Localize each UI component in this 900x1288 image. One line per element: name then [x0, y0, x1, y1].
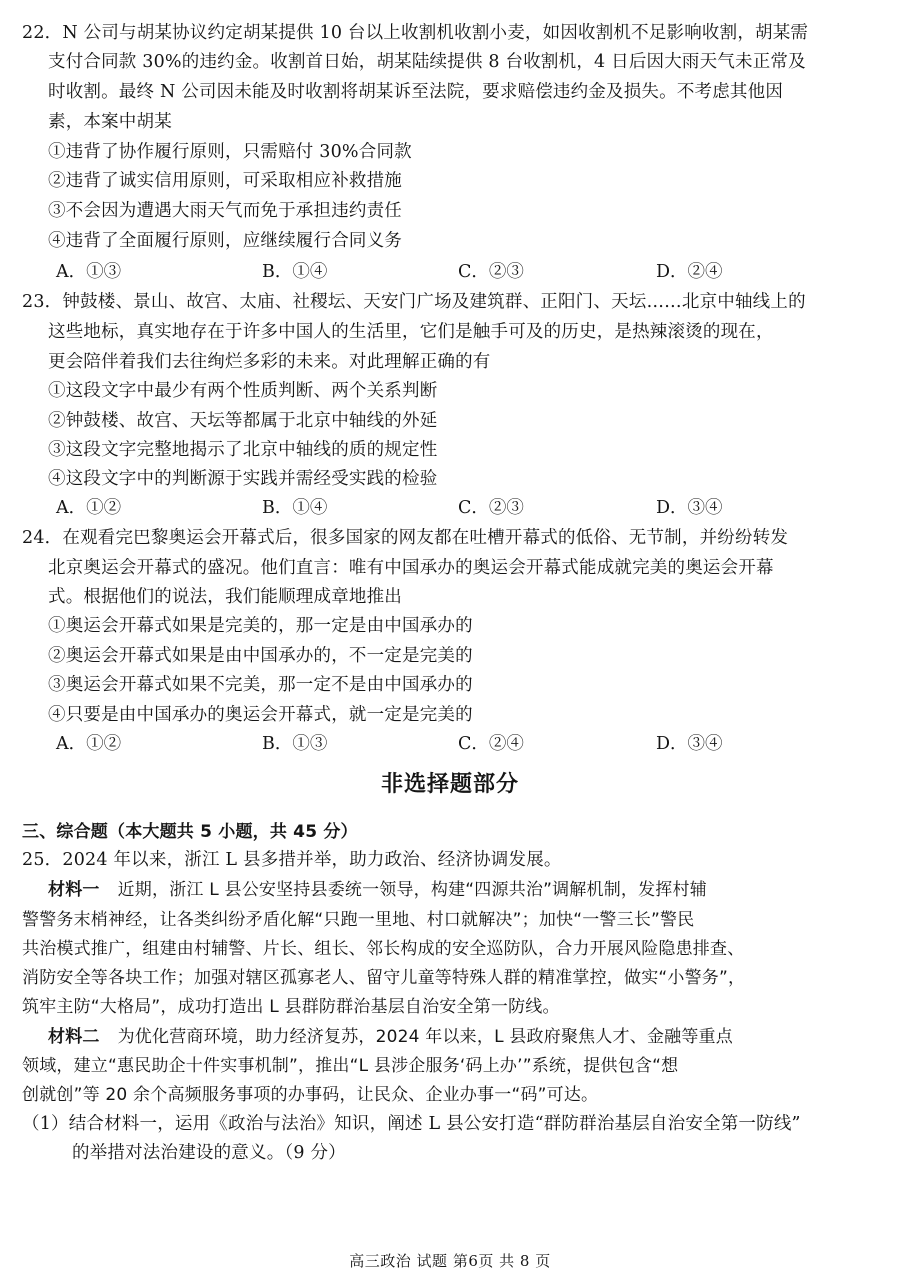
statement-item: ①这段文字中最少有两个性质判断、两个关系判断 [48, 381, 438, 401]
statement-item: ②违背了诚实信用原则，可采取相应补救措施 [48, 171, 402, 191]
answer-option-c[interactable]: C．②③ [458, 262, 524, 282]
part-heading: 三、综合题（本大题共 5 小题，共 45 分） [22, 822, 358, 842]
material-text-line: 筑牢主防“大格局”，成功打造出 L 县群防群治基层自治安全第一防线。 [22, 997, 560, 1017]
material-label: 材料一 [48, 880, 100, 900]
material-text: 近期，浙江 L 县公安坚持县委统一领导，构建“四源共治”调解机制，发挥村辅 [117, 880, 707, 900]
statement-item: ④这段文字中的判断源于实践并需经受实践的检验 [48, 469, 438, 489]
answer-option-b[interactable]: B．①③ [262, 734, 328, 754]
sub-question-1-cont: 的举措对法治建设的意义。（9 分） [72, 1143, 346, 1163]
question-text-line: 24．在观看完巴黎奥运会开幕式后，很多国家的网友都在吐槽开幕式的低俗、无节制，并纷纷转发 [22, 528, 789, 548]
material-text-line: 创就创”等 20 余个高频服务事项的办事码，让民众、企业办事一“码”可达。 [22, 1085, 599, 1105]
answer-option-c[interactable]: C．②④ [458, 734, 524, 754]
statement-item: ④违背了全面履行原则，应继续履行合同义务 [48, 231, 402, 251]
answer-option-c[interactable]: C．②③ [458, 498, 524, 518]
material-text-line: 警警务末梢神经，让各类纠纷矛盾化解“只跑一里地、村口就解决”；加快“一警三长”警民 [22, 910, 695, 930]
question-text-line: 北京奥运会开幕式的盛况。他们直言：唯有中国承办的奥运会开幕式能成就完美的奥运会开幕 [48, 558, 774, 578]
question-text-line: 时收割。最终 N 公司因未能及时收割将胡某诉至法院，要求赔偿违约金及损失。不考虑其他因 [48, 82, 784, 102]
answer-option-b[interactable]: B．①④ [262, 498, 328, 518]
material-label: 材料二 [48, 1027, 100, 1047]
statement-item: ①奥运会开幕式如果是完美的，那一定是由中国承办的 [48, 616, 473, 636]
question-text-line: 这些地标，真实地存在于许多中国人的生活里，它们是触手可及的历史，是热辣滚烫的现在， [48, 322, 774, 342]
answer-option-b[interactable]: B．①④ [262, 262, 328, 282]
question-text-line: 22．N 公司与胡某协议约定胡某提供 10 台以上收割机收割小麦，如因收割机不足影响收割，胡某需 [22, 23, 809, 43]
answer-option-a[interactable]: A．①② [56, 498, 122, 518]
material-1-first-line [48, 876, 707, 904]
answer-option-d[interactable]: D．③④ [656, 734, 723, 754]
section-title: 非选择题部分 [380, 772, 519, 797]
material-text: 为优化营商环境，助力经济复苏，2024 年以来，L 县政府聚焦人才、金融等重点 [117, 1027, 733, 1047]
statement-item: ④只要是由中国承办的奥运会开幕式，就一定是完美的 [48, 705, 473, 725]
statement-item: ③不会因为遭遇大雨天气而免于承担违约责任 [48, 201, 402, 221]
page-footer: 高三政治 试题 第6页 共 8 页 [349, 1252, 551, 1270]
statement-item: ②钟鼓楼、故宫、天坛等都属于北京中轴线的外延 [48, 411, 438, 431]
sub-question-1: （1）结合材料一，运用《政治与法治》知识，阐述 L 县公安打造“群防群治基层自治安全第一防线” [22, 1114, 801, 1134]
question-text-line: 支付合同款 30%的违约金。收割首日始，胡某陆续提供 8 台收割机，4 日后因大雨天气未正常及 [48, 52, 806, 72]
question-text-line: 23．钟鼓楼、景山、故宫、太庙、社稷坛、天安门广场及建筑群、正阳门、天坛……北京中轴线上的 [22, 292, 806, 312]
question-text-line: 素，本案中胡某 [48, 112, 172, 132]
statement-item: ②奥运会开幕式如果是由中国承办的，不一定是完美的 [48, 646, 473, 666]
answer-option-d[interactable]: D．③④ [656, 498, 723, 518]
answer-option-a[interactable]: A．①② [56, 734, 122, 754]
material-text-line: 领域，建立“惠民助企十件实事机制”，推出“L 县涉企服务‘码上办’”系统，提供包含“想 [22, 1056, 679, 1076]
answer-option-a[interactable]: A．①③ [56, 262, 122, 282]
answer-option-d[interactable]: D．②④ [656, 262, 723, 282]
question-text-line: 式。根据他们的说法，我们能顺理成章地推出 [48, 587, 402, 607]
question-intro: 25．2024 年以来，浙江 L 县多措并举，助力政治、经济协调发展。 [22, 850, 562, 870]
statement-item: ③奥运会开幕式如果不完美，那一定不是由中国承办的 [48, 675, 473, 695]
material-text-line: 共治模式推广，组建由村辅警、片长、组长、邻长构成的安全巡防队，合力开展风险隐患排查、 [22, 939, 745, 959]
statement-item: ①违背了协作履行原则，只需赔付 30%合同款 [48, 142, 412, 162]
question-text-line: 更会陪伴着我们去往绚烂多彩的未来。对此理解正确的有 [48, 352, 491, 372]
statement-item: ③这段文字完整地揭示了北京中轴线的质的规定性 [48, 440, 438, 460]
material-2-first-line [48, 1023, 733, 1051]
material-text-line: 消防安全等各块工作；加强对辖区孤寡老人、留守儿童等特殊人群的精准掌控，做实“小警务”， [22, 968, 746, 988]
